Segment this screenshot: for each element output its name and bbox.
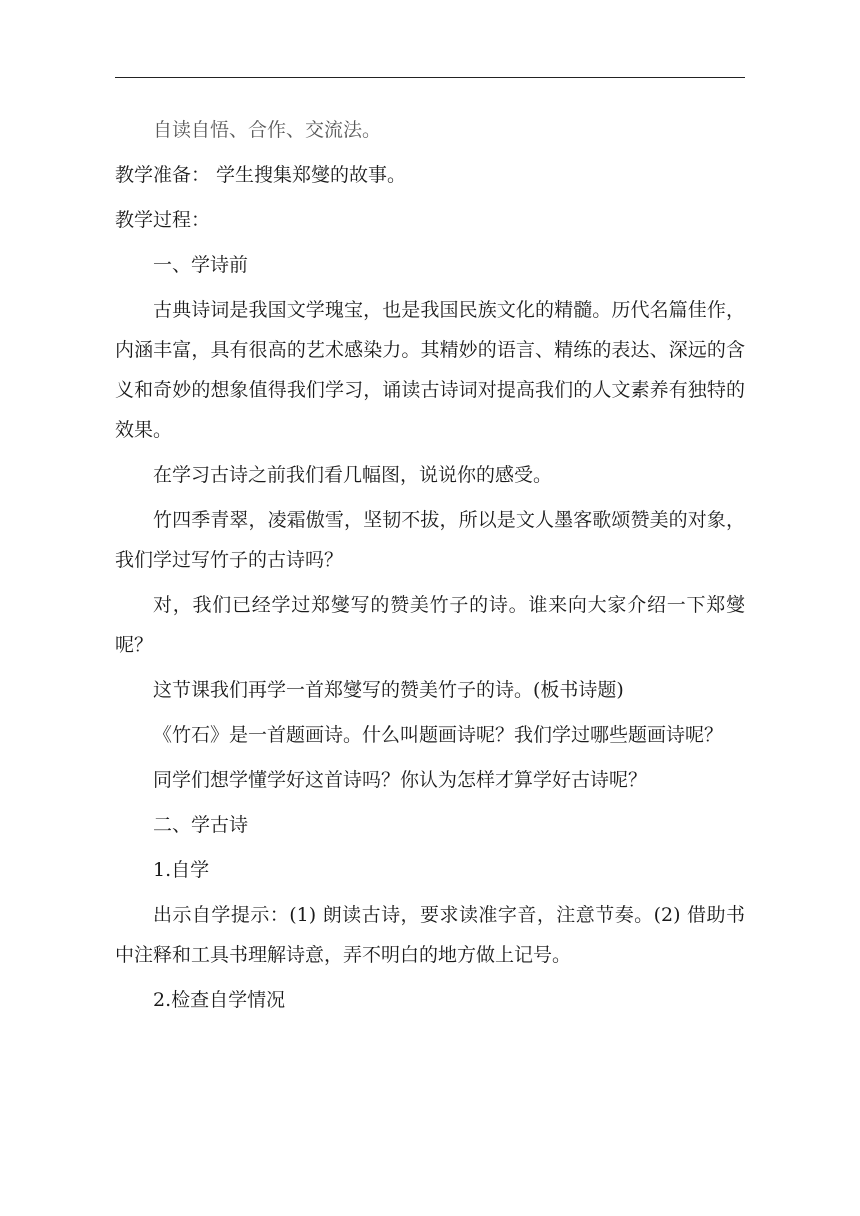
subheading-self-study: 1.自学 <box>153 859 210 881</box>
teaching-method: 自读自悟、合作、交流法。 <box>153 119 382 141</box>
paragraph-intro-classic-poetry: 古典诗词是我国文学瑰宝，也是我国民族文化的精髓。历代名篇佳作，内涵丰富，具有很高的艺术感染力。其精妙的语言、精练的表达、深远的含义和奇妙的想象值得我们学习，诵读古诗词对提高我们的人文素养有独特的效果。 <box>115 299 745 441</box>
document-body <box>115 110 745 1020</box>
section-heading-before-poem: 一、学诗前 <box>153 254 249 276</box>
teaching-process-heading: 教学过程： <box>115 209 211 231</box>
subheading-check-self-study: 2.检查自学情况 <box>153 989 286 1011</box>
header-rule <box>115 77 745 78</box>
paragraph-learn-well: 同学们想学懂学好这首诗吗？你认为怎样才算学好古诗呢？ <box>153 769 648 791</box>
paragraph-new-poem: 这节课我们再学一首郑燮写的赞美竹子的诗。(板书诗题) <box>153 679 624 701</box>
paragraph-self-study-tips: 出示自学提示：(1) 朗读古诗，要求读准字音，注意节奏。(2) 借助书中注释和工具书理解诗意，弄不明白的地方做上记号。 <box>115 904 745 966</box>
paragraph-inscription-poem: 《竹石》是一首题画诗。什么叫题画诗呢？我们学过哪些题画诗呢？ <box>153 724 724 746</box>
paragraph-zheng-xie: 对，我们已经学过郑燮写的赞美竹子的诗。谁来向大家介绍一下郑燮呢？ <box>115 594 745 656</box>
paragraph-look-at-pictures: 在学习古诗之前我们看几幅图，说说你的感受。 <box>153 464 553 486</box>
teaching-preparation: 教学准备： 学生搜集郑燮的故事。 <box>115 164 407 186</box>
paragraph-bamboo: 竹四季青翠，凌霜傲雪，坚韧不拔，所以是文人墨客歌颂赞美的对象，我们学过写竹子的古诗吗？ <box>115 509 745 571</box>
section-heading-learn-poem: 二、学古诗 <box>153 814 249 836</box>
